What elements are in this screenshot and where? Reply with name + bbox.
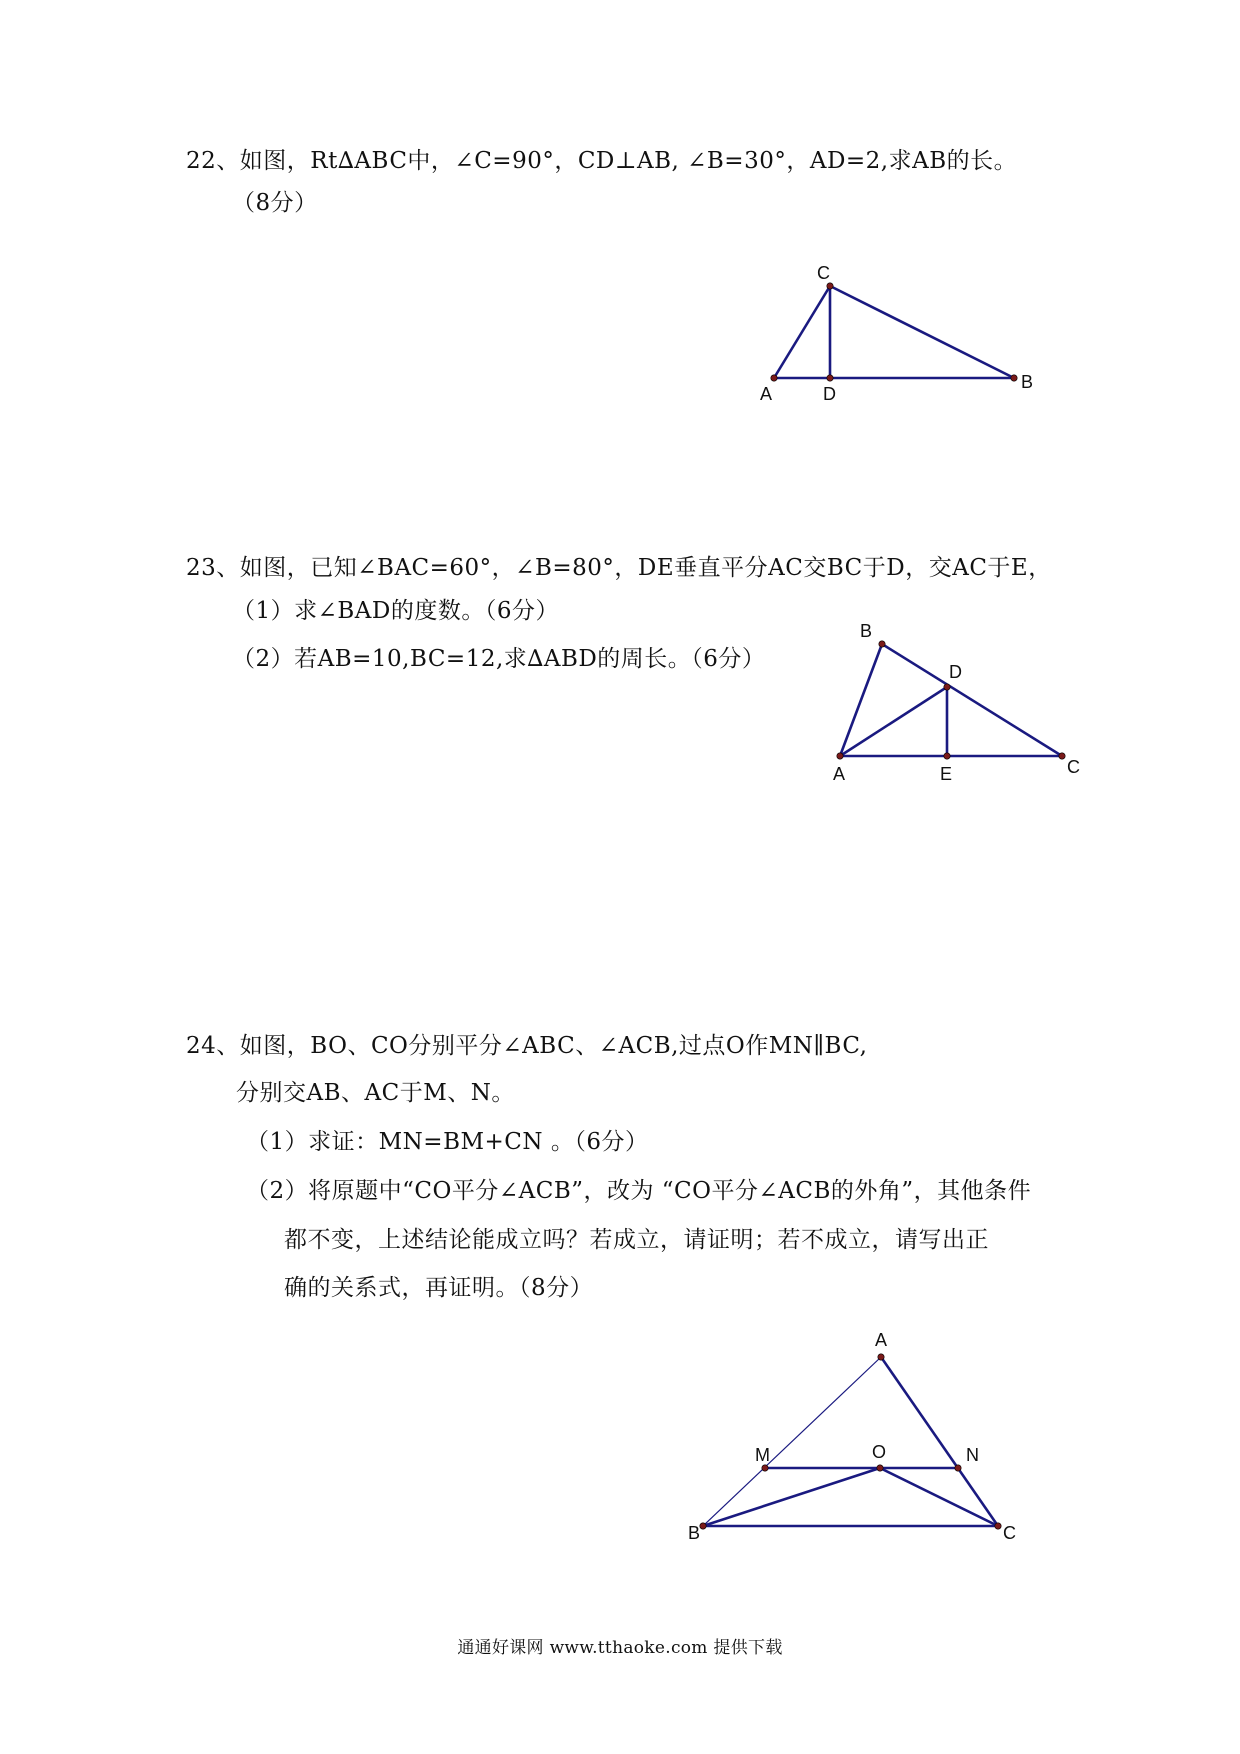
q22-point-c [827,283,833,289]
q23-label-d: D [949,662,962,682]
q23-label-b: B [860,621,873,641]
q24-segment-ac [881,1357,998,1526]
q24-line-6: 确的关系式，再证明。（8分） [284,1275,594,1301]
q22-segment-cb [830,286,1014,378]
q22-figure [760,260,1060,410]
q24-label-o: O [872,1442,887,1462]
q23-segment-bc [882,644,1062,756]
q24-line-4: （2）将原题中“CO平分∠ACB”，改为 “CO平分∠ACB的外角”，其他条件 [246,1178,1032,1204]
q23-point-b [879,641,885,647]
q22-label-c: C [817,263,830,283]
q22-label-a: A [760,384,773,404]
q23-line-3: （2）若AB=10,BC=12,求∆ABD的周长。（6分） [232,646,766,672]
q24-line-1: 24、如图，BO、CO分别平分∠ABC、∠ACB,过点O作MN∥BC, [186,1033,868,1059]
q23-point-e [944,753,950,759]
q24-point-c [995,1523,1001,1529]
q24-label-a: A [875,1330,888,1350]
q23-line-1: 23、如图，已知∠BAC=60°，∠B=80°，DE垂直平分AC交BC于D，交AC于E， [186,555,1052,581]
q24-point-n [955,1465,961,1471]
q23-line-2: （1）求∠BAD的度数。（6分） [232,598,559,624]
q22-label-d: D [823,384,836,404]
q24-label-m: M [755,1445,770,1465]
q23-label-e: E [940,764,953,784]
q23-label-a: A [833,764,846,784]
q24-label-c: C [1003,1523,1016,1543]
q24-line-3: （1）求证：MN=BM+CN 。（6分） [246,1129,649,1155]
q23-segment-ad [840,687,947,756]
q24-point-b [700,1523,706,1529]
q22-segment-ca [774,286,830,378]
q22-line-2: （8分） [232,190,318,216]
q24-figure [680,1325,1030,1555]
q22-line-1: 22、如图，Rt∆ABC中，∠C=90°，CD⊥AB, ∠B=30°，AD=2,求AB的长。 [186,148,1018,174]
q23-segment-ba [840,644,882,756]
q24-label-b: B [688,1523,701,1543]
q23-point-c [1059,753,1065,759]
q24-segment-ab [703,1357,881,1526]
q24-segment-co [880,1468,998,1526]
footer-credit: 通通好课网 www.tthaoke.com 提供下载 [457,1638,783,1658]
q24-line-2: 分别交AB、AC于M、N。 [236,1080,515,1106]
q24-point-a [878,1354,884,1360]
q22-label-b: B [1021,372,1034,392]
q24-label-n: N [966,1445,979,1465]
q22-point-d [827,375,833,381]
q22-point-a [771,375,777,381]
q24-segment-bo [703,1468,880,1526]
q23-point-a [837,753,843,759]
q24-point-o [877,1465,883,1471]
q23-figure [830,620,1100,790]
q22-point-b [1011,375,1017,381]
q23-point-d [944,684,950,690]
q24-line-5: 都不变，上述结论能成立吗？若成立，请证明；若不成立，请写出正 [284,1227,989,1253]
q23-label-c: C [1067,757,1080,777]
q24-point-m [762,1465,768,1471]
